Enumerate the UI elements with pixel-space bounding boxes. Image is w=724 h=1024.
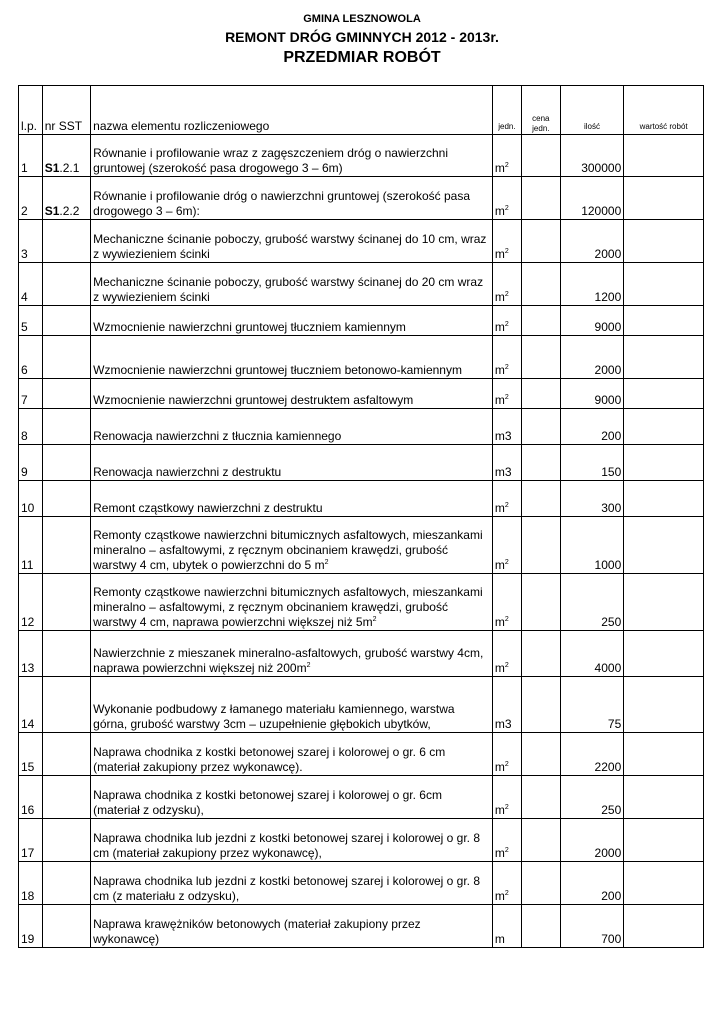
table-row xyxy=(19,306,704,336)
header-sst: nr SST xyxy=(42,86,90,135)
unit-value: m xyxy=(494,161,505,175)
row-value xyxy=(624,336,704,379)
row-lp: 2 xyxy=(19,177,43,220)
unit-value: m3 xyxy=(494,429,512,443)
row-name xyxy=(91,733,493,776)
row-lp: 12 xyxy=(19,574,43,631)
row-sst xyxy=(42,776,90,819)
row-price xyxy=(521,862,560,905)
row-value xyxy=(624,379,704,409)
element-name: Renowacja nawierzchni z destruktu xyxy=(93,465,282,479)
row-price xyxy=(521,445,560,481)
unit-value: m xyxy=(494,558,505,572)
table-row xyxy=(19,819,704,862)
unit-value: m xyxy=(494,760,505,774)
row-name xyxy=(91,135,493,177)
row-qty: 1000 xyxy=(560,517,624,574)
unit-value: m xyxy=(494,393,505,407)
table-row xyxy=(19,677,704,733)
row-unit xyxy=(492,819,521,862)
row-name xyxy=(91,409,493,445)
row-lp: 15 xyxy=(19,733,43,776)
unit-superscript: 2 xyxy=(504,394,509,401)
row-name xyxy=(91,336,493,379)
row-sst xyxy=(42,517,90,574)
row-sst xyxy=(42,677,90,733)
row-qty: 9000 xyxy=(560,379,624,409)
row-lp: 7 xyxy=(19,379,43,409)
element-name: Remont cząstkowy nawierzchni z destruktu xyxy=(93,501,323,515)
row-price xyxy=(521,220,560,263)
row-lp: 19 xyxy=(19,905,43,948)
header-price xyxy=(521,86,560,135)
row-name xyxy=(91,677,493,733)
element-name: Wzmocnienie nawierzchni gruntowej tłuczniem kamiennym xyxy=(93,320,406,334)
sst-code-bold: S1 xyxy=(44,161,60,175)
unit-superscript: 2 xyxy=(504,890,509,897)
unit-value: m xyxy=(494,846,505,860)
row-name xyxy=(91,574,493,631)
row-price xyxy=(521,409,560,445)
row-unit xyxy=(492,379,521,409)
row-value xyxy=(624,481,704,517)
row-unit xyxy=(492,517,521,574)
element-name: Mechaniczne ścinanie poboczy, grubość warstwy ścinanej do 20 cm wraz z wywiezieniem ścinki xyxy=(93,275,484,304)
element-name: Naprawa chodnika z kostki betonowej szarej i kolorowej o gr. 6cm (materiał z odzysku), xyxy=(93,788,442,817)
unit-superscript: 2 xyxy=(504,502,509,509)
row-lp: 11 xyxy=(19,517,43,574)
row-lp: 4 xyxy=(19,263,43,306)
document-title: PRZEDMIAR ROBÓT xyxy=(283,49,441,66)
row-price xyxy=(521,135,560,177)
row-price xyxy=(521,819,560,862)
unit-value: m xyxy=(494,615,505,629)
row-price xyxy=(521,776,560,819)
table-row xyxy=(19,379,704,409)
unit-value: m xyxy=(494,932,505,946)
row-qty: 250 xyxy=(560,776,624,819)
row-sst xyxy=(42,177,90,220)
row-price xyxy=(521,481,560,517)
row-name xyxy=(91,905,493,948)
unit-superscript: 2 xyxy=(504,559,509,566)
table-row xyxy=(19,574,704,631)
row-unit xyxy=(492,631,521,677)
element-name: Naprawa chodnika lub jezdni z kostki betonowej szarej i kolorowej o gr. 8 cm (z materiału z odzysku), xyxy=(93,874,481,903)
sst-code-bold: S1 xyxy=(44,204,60,218)
document-header xyxy=(0,12,724,67)
row-sst xyxy=(42,306,90,336)
table-row xyxy=(19,631,704,677)
row-name xyxy=(91,379,493,409)
element-name: Naprawa chodnika z kostki betonowej szarej i kolorowej o gr. 6 cm (materiał zakupiony przez wykonawcę). xyxy=(93,745,446,774)
header-lp: l.p. xyxy=(19,86,43,135)
row-qty: 2200 xyxy=(560,733,624,776)
row-qty: 300 xyxy=(560,481,624,517)
element-name: Wzmocnienie nawierzchni gruntowej tłuczniem betonowo-kamiennym xyxy=(93,363,462,377)
row-sst xyxy=(42,409,90,445)
table-row xyxy=(19,263,704,306)
unit-value: m xyxy=(494,320,505,334)
element-name: Remonty cząstkowe nawierzchni bitumicznych asfaltowych, mieszankami mineralno – asfaltowymi, z ręcznym obcinaniem krawędzi, grubość warstwy 4 cm, naprawa powierzchni większej niż 5m xyxy=(93,585,483,629)
unit-value: m xyxy=(494,803,505,817)
row-lp: 1 xyxy=(19,135,43,177)
row-name xyxy=(91,776,493,819)
table-row xyxy=(19,135,704,177)
row-unit xyxy=(492,776,521,819)
unit-value: m xyxy=(494,501,505,515)
row-price xyxy=(521,574,560,631)
row-name xyxy=(91,220,493,263)
row-lp: 16 xyxy=(19,776,43,819)
row-lp: 13 xyxy=(19,631,43,677)
row-unit xyxy=(492,481,521,517)
row-value xyxy=(624,409,704,445)
element-name: Remonty cząstkowe nawierzchni bitumicznych asfaltowych, mieszankami mineralno – asfaltowymi, z ręcznym obcinaniem krawędzi, grubość warstwy 4 cm, ubytek o powierzchni do 5 m xyxy=(93,528,483,572)
table-row xyxy=(19,445,704,481)
row-lp: 3 xyxy=(19,220,43,263)
row-value xyxy=(624,733,704,776)
row-price xyxy=(521,677,560,733)
table-row xyxy=(19,177,704,220)
row-value xyxy=(624,905,704,948)
row-lp: 14 xyxy=(19,677,43,733)
row-unit xyxy=(492,574,521,631)
unit-value: m xyxy=(494,661,505,675)
table-row xyxy=(19,220,704,263)
row-unit xyxy=(492,220,521,263)
row-price xyxy=(521,631,560,677)
header-unit: jedn. xyxy=(492,86,521,135)
row-unit xyxy=(492,336,521,379)
row-value xyxy=(624,631,704,677)
row-price xyxy=(521,336,560,379)
header-price-line1: cena xyxy=(532,114,550,123)
row-sst xyxy=(42,336,90,379)
unit-superscript: 2 xyxy=(504,248,509,255)
header-qty: ilość xyxy=(560,86,624,135)
row-value xyxy=(624,263,704,306)
table-row xyxy=(19,517,704,574)
row-price xyxy=(521,263,560,306)
unit-superscript: 2 xyxy=(504,616,509,623)
row-qty: 9000 xyxy=(560,306,624,336)
element-name: Naprawa chodnika lub jezdni z kostki betonowej szarej i kolorowej o gr. 8 cm (materiał zakupiony przez wykonawcę), xyxy=(93,831,481,860)
unit-value: m xyxy=(494,889,505,903)
row-name xyxy=(91,306,493,336)
row-qty: 4000 xyxy=(560,631,624,677)
unit-superscript: 2 xyxy=(504,662,509,669)
unit-superscript: 2 xyxy=(504,804,509,811)
row-name xyxy=(91,445,493,481)
row-unit xyxy=(492,306,521,336)
row-unit xyxy=(492,445,521,481)
row-name xyxy=(91,263,493,306)
row-unit xyxy=(492,135,521,177)
unit-superscript: 2 xyxy=(504,321,509,328)
unit-value: m xyxy=(494,290,505,304)
row-sst xyxy=(42,481,90,517)
municipality-title: GMINA LESZNOWOLA xyxy=(303,13,421,25)
row-qty: 200 xyxy=(560,862,624,905)
row-unit xyxy=(492,862,521,905)
element-name: Renowacja nawierzchni z tłucznia kamiennego xyxy=(93,429,342,443)
row-lp: 17 xyxy=(19,819,43,862)
row-qty: 75 xyxy=(560,677,624,733)
element-name: Wzmocnienie nawierzchni gruntowej destruktem asfaltowym xyxy=(93,393,414,407)
unit-superscript: 2 xyxy=(504,291,509,298)
sst-code-rest: .2.2 xyxy=(59,204,80,218)
row-name xyxy=(91,631,493,677)
row-value xyxy=(624,177,704,220)
unit-superscript: 2 xyxy=(504,162,509,169)
row-value xyxy=(624,306,704,336)
row-price xyxy=(521,306,560,336)
row-lp: 10 xyxy=(19,481,43,517)
row-sst xyxy=(42,135,90,177)
element-name: Równanie i profilowanie dróg o nawierzchni gruntowej (szerokość pasa drogowego 3 – 6m): xyxy=(93,189,471,218)
row-price xyxy=(521,379,560,409)
row-price xyxy=(521,905,560,948)
element-name: Mechaniczne ścinanie poboczy, grubość warstwy ścinanej do 10 cm, wraz z wywiezieniem ścinki xyxy=(93,232,487,261)
header-name: nazwa elementu rozliczeniowego xyxy=(91,86,493,135)
row-qty: 2000 xyxy=(560,220,624,263)
element-name-superscript: 2 xyxy=(306,662,311,669)
row-qty: 1200 xyxy=(560,263,624,306)
row-qty: 2000 xyxy=(560,819,624,862)
unit-value: m3 xyxy=(494,465,512,479)
table-row xyxy=(19,481,704,517)
row-unit xyxy=(492,409,521,445)
row-value xyxy=(624,220,704,263)
element-name: Wykonanie podbudowy z łamanego materiału kamiennego, warstwa górna, grubość warstwy 3cm – uzupełnienie głębokich ubytków, xyxy=(93,702,455,731)
unit-superscript: 2 xyxy=(504,847,509,854)
table-row xyxy=(19,733,704,776)
row-value xyxy=(624,135,704,177)
row-lp: 18 xyxy=(19,862,43,905)
element-name: Nawierzchnie z mieszanek mineralno-asfaltowych, grubość warstwy 4cm, naprawa powierzchni większej niż 200m xyxy=(93,646,484,675)
row-lp: 8 xyxy=(19,409,43,445)
row-name xyxy=(91,481,493,517)
row-qty: 150 xyxy=(560,445,624,481)
row-lp: 6 xyxy=(19,336,43,379)
row-price xyxy=(521,733,560,776)
unit-superscript: 2 xyxy=(504,761,509,768)
unit-value: m xyxy=(494,247,505,261)
row-unit xyxy=(492,677,521,733)
row-sst xyxy=(42,220,90,263)
row-lp: 9 xyxy=(19,445,43,481)
row-name xyxy=(91,819,493,862)
row-sst xyxy=(42,445,90,481)
row-qty: 2000 xyxy=(560,336,624,379)
table-row xyxy=(19,336,704,379)
table-row xyxy=(19,862,704,905)
row-value xyxy=(624,445,704,481)
row-name xyxy=(91,862,493,905)
unit-value: m xyxy=(494,204,505,218)
row-sst xyxy=(42,819,90,862)
row-lp: 5 xyxy=(19,306,43,336)
row-unit xyxy=(492,905,521,948)
project-title: REMONT DRÓG GMINNYCH 2012 - 2013r. xyxy=(225,29,499,45)
row-value xyxy=(624,677,704,733)
row-price xyxy=(521,177,560,220)
row-sst xyxy=(42,905,90,948)
row-unit xyxy=(492,177,521,220)
row-sst xyxy=(42,631,90,677)
element-name-superscript: 2 xyxy=(324,559,329,566)
row-name xyxy=(91,517,493,574)
header-price-line2: jedn. xyxy=(532,124,550,133)
row-sst xyxy=(42,574,90,631)
element-name-superscript: 2 xyxy=(372,616,377,623)
table-row xyxy=(19,905,704,948)
element-name: Równanie i profilowanie wraz z zagęszczeniem dróg o nawierzchni gruntowej (szerokość pasa drogowego 3 – 6m) xyxy=(93,146,448,175)
row-value xyxy=(624,862,704,905)
row-qty: 120000 xyxy=(560,177,624,220)
bill-of-quantities-table xyxy=(18,85,704,948)
row-price xyxy=(521,517,560,574)
row-value xyxy=(624,819,704,862)
unit-superscript: 2 xyxy=(504,205,509,212)
row-sst xyxy=(42,263,90,306)
header-value: wartość robót xyxy=(624,86,704,135)
row-sst xyxy=(42,733,90,776)
row-value xyxy=(624,517,704,574)
element-name: Naprawa krawężników betonowych (materiał zakupiony przez wykonawcę) xyxy=(93,917,421,946)
row-name xyxy=(91,177,493,220)
unit-superscript: 2 xyxy=(504,364,509,371)
row-sst xyxy=(42,379,90,409)
row-unit xyxy=(492,263,521,306)
table-header-row xyxy=(19,86,704,135)
table-row xyxy=(19,776,704,819)
row-unit xyxy=(492,733,521,776)
row-qty: 200 xyxy=(560,409,624,445)
row-qty: 250 xyxy=(560,574,624,631)
row-qty: 300000 xyxy=(560,135,624,177)
table-row xyxy=(19,409,704,445)
unit-value: m3 xyxy=(494,717,512,731)
row-sst xyxy=(42,862,90,905)
row-qty: 700 xyxy=(560,905,624,948)
sst-code-rest: .2.1 xyxy=(59,161,80,175)
unit-value: m xyxy=(494,363,505,377)
row-value xyxy=(624,574,704,631)
row-value xyxy=(624,776,704,819)
